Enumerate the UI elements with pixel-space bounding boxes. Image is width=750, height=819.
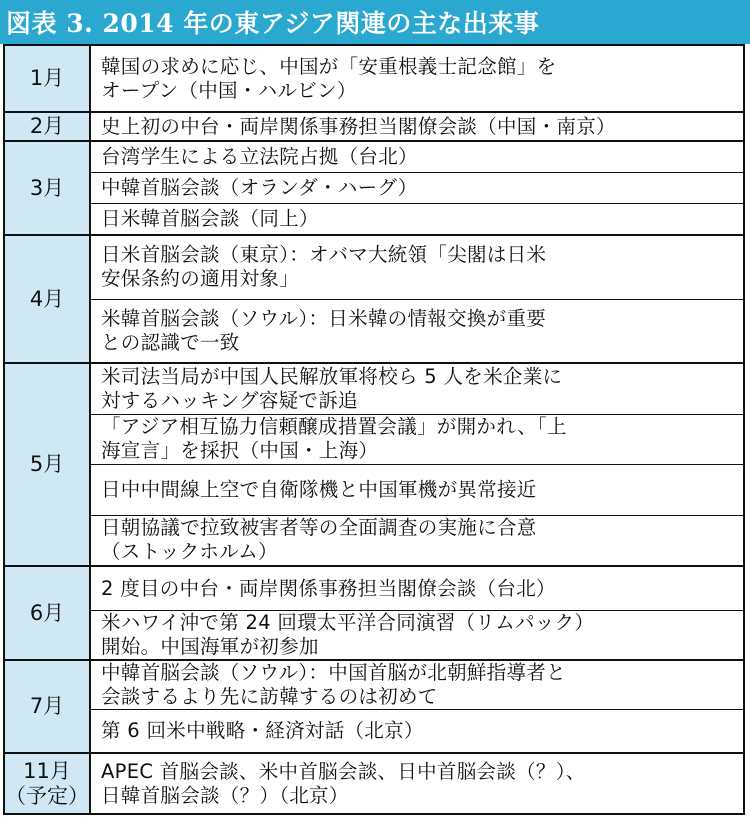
month-group (5, 754, 743, 813)
event-item: 「アジア相互協力信頼醸成措置会議」が開かれ、「上 海宣言」を採択（中国・上海） (91, 415, 743, 466)
event-item: 中韓首脳会談（ソウル）：中国首脳が北朝鮮指導者と 会談するより先に訪韓するのは初めて (91, 661, 743, 710)
month-label: 11月 (23, 758, 71, 783)
event-item: 日中中間線上空で自衛隊機と中国軍機が異常接近 (91, 465, 743, 516)
month-group (5, 113, 743, 142)
month-label: 2月 (29, 114, 65, 138)
title-bar (0, 0, 750, 44)
month-cell (5, 113, 91, 140)
month-cell (5, 364, 91, 565)
events-list (91, 754, 743, 813)
event-item: APEC 首脳会談、米中首脳会談、日中首脳会談（？）、 日韓首脳会談（？）（北京） (101, 759, 586, 807)
month-label: 1月 (29, 66, 65, 90)
month-label: 4月 (29, 286, 65, 311)
month-cell (5, 236, 91, 362)
event-item: 米ハワイ沖で第 24 回環太平洋合同演習（リムパック） 開始。中国海軍が初参加 (101, 611, 595, 658)
month-sublabel: （予定） (5, 783, 89, 808)
month-group (5, 364, 743, 567)
event-item: 日朝協議で拉致被害者等の全面調査の実施に合意 （ストックホルム） (101, 516, 537, 564)
event-item: 日米韓首脳会談（同上） (101, 207, 319, 230)
month-group (5, 46, 743, 113)
month-cell (5, 46, 91, 111)
events-list (91, 567, 743, 659)
event-item: 米司法当局が中国人民解放軍将校ら 5 人を米企業に 対するハッキング容疑で訴追 (91, 364, 743, 415)
events-list (91, 46, 743, 111)
events-list (91, 236, 743, 362)
month-cell (5, 567, 91, 659)
month-group (5, 142, 743, 236)
event-item: 中韓首脳会談（オランダ・ハーグ） (91, 173, 743, 204)
month-group (5, 567, 743, 661)
month-label: 5月 (29, 452, 65, 476)
event-item: 第 6 回米中戦略・経済対話（北京） (101, 719, 424, 742)
month-label: 6月 (29, 600, 65, 625)
event-item: 台湾学生による立法院占拠（台北） (91, 142, 743, 173)
event-item: 米韓首脳会談（ソウル）：日米韓の情報交換が重要 との認識で一致 (101, 306, 547, 354)
month-cell (5, 754, 91, 813)
events-table (3, 44, 745, 815)
month-group (5, 661, 743, 754)
month-group (5, 236, 743, 364)
events-list (91, 142, 743, 234)
month-cell (5, 142, 91, 234)
month-label: 7月 (29, 694, 65, 718)
month-label: 3月 (29, 175, 65, 200)
event-item: 日米首脳会談（東京）：オバマ大統領「尖閣は日米 安保条約の適用対象」 (91, 236, 743, 300)
events-list (91, 661, 743, 752)
event-item: 韓国の求めに応じ、中国が「安重根義士記念館」を オープン（中国・ハルビン） (101, 54, 557, 102)
events-list (91, 364, 743, 565)
month-cell (5, 661, 91, 752)
events-list (91, 113, 743, 140)
event-item: 史上初の中台・両岸関係事務担当閣僚会談（中国・南京） (101, 114, 616, 138)
event-item: 2 度目の中台・両岸関係事務担当閣僚会談（台北） (91, 567, 743, 611)
figure-title: 図表 3. 2014 年の東アジア関連の主な出来事 (6, 9, 540, 38)
